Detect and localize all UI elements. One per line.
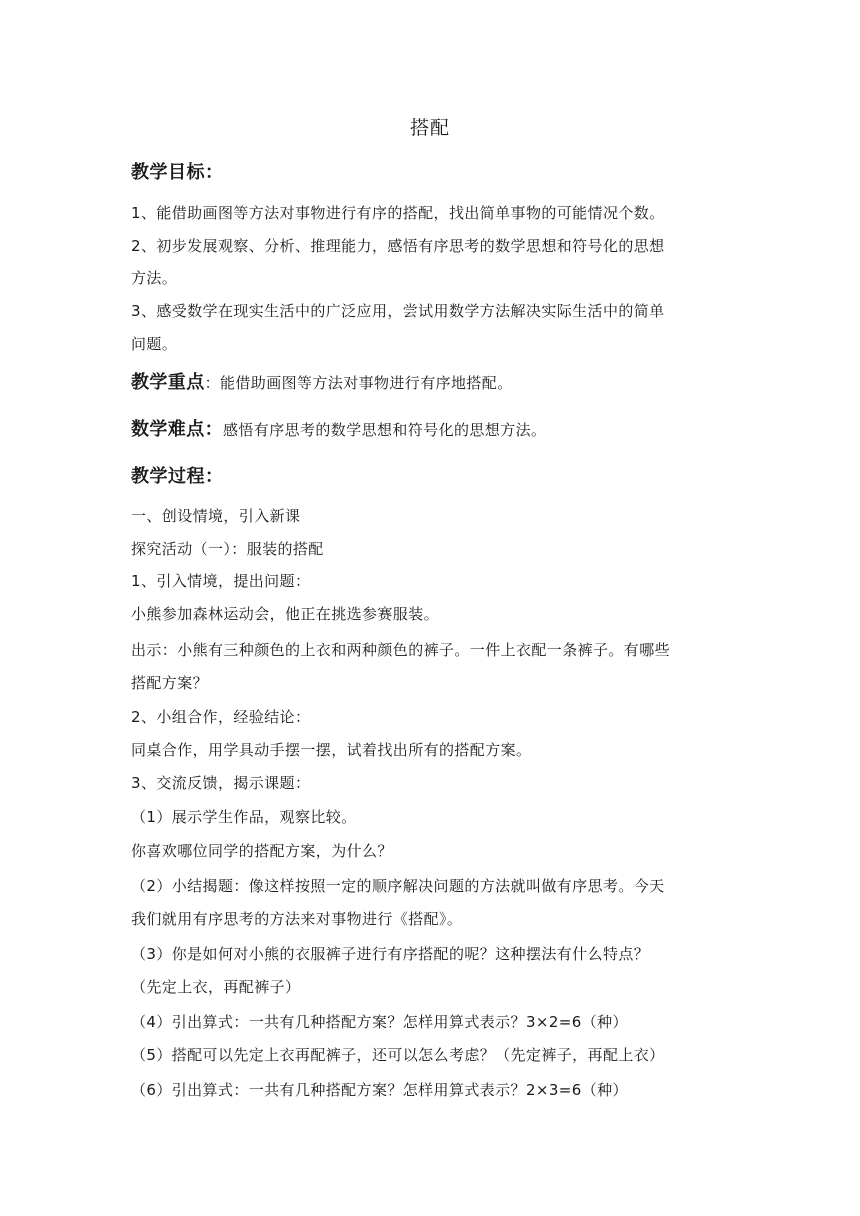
process-line: （1）展示学生作品，观察比较。 [131, 808, 357, 826]
objective-line: 问题。 [131, 335, 178, 353]
process-line: 我们就用有序思考的方法来对事物进行《搭配》。 [131, 910, 463, 928]
process-line: （6）引出算式：一共有几种搭配方案？怎样用算式表示？2×3=6（种） [131, 1081, 628, 1099]
process-line: 2、小组合作，经验结论： [131, 708, 311, 726]
process-line: 3、交流反馈，揭示课题： [131, 774, 311, 792]
objective-line: 3、感受数学在现实生活中的广泛应用，尝试用数学方法解决实际生活中的简单 [131, 302, 665, 320]
process-line: 你喜欢哪位同学的搭配方案，为什么？ [131, 842, 393, 860]
objective-line: 1、能借助画图等方法对事物进行有序的搭配，找出简单事物的可能情况个数。 [131, 204, 665, 222]
process-line: 小熊参加森林运动会，他正在挑选参赛服装。 [131, 605, 440, 623]
process-line: 搭配方案？ [131, 674, 209, 692]
process-line: 1、引入情境，提出问题： [131, 572, 311, 590]
key-point [131, 371, 741, 395]
key-point-label: 教学重点 [131, 372, 205, 393]
process-heading: 教学过程： [131, 466, 224, 487]
process-line: 同桌合作，用学具动手摆一摆，试着找出所有的搭配方案。 [131, 741, 532, 759]
document-title: 搭配 [409, 117, 450, 139]
objective-line: 2、初步发展观察、分析、推理能力，感悟有序思考的数学思想和符号化的思想 [131, 237, 665, 255]
process-line: 探究活动（一）：服装的搭配 [131, 540, 324, 558]
process-line: 一、创设情境，引入新课 [131, 507, 301, 525]
process-line: （5）搭配可以先定上衣再配裤子，还可以怎么考虑？（先定裤子，再配上衣） [131, 1046, 665, 1064]
process-line: 出示：小熊有三种颜色的上衣和两种颜色的裤子。一件上衣配一条裤子。有哪些 [131, 641, 671, 659]
process-line: （4）引出算式：一共有几种搭配方案？怎样用算式表示？3×2=6（种） [131, 1013, 628, 1031]
objective-line: 方法。 [131, 269, 178, 287]
difficult-point [131, 418, 741, 442]
key-point-text: ：能借助画图等方法对事物进行有序地搭配。 [204, 374, 513, 392]
process-line: （2）小结揭题：像这样按照一定的顺序解决问题的方法就叫做有序思考。今天 [131, 877, 665, 895]
difficult-point-text: 感悟有序思考的数学思想和符号化的思想方法。 [223, 421, 547, 439]
objectives-heading: 教学目标： [131, 162, 224, 183]
process-line: （3）你是如何对小熊的衣服裤子进行有序搭配的呢？这种摆法有什么特点？ [131, 945, 650, 963]
process-line: （先定上衣，再配裤子） [131, 978, 301, 996]
difficult-point-label: 数学难点： [131, 419, 223, 440]
